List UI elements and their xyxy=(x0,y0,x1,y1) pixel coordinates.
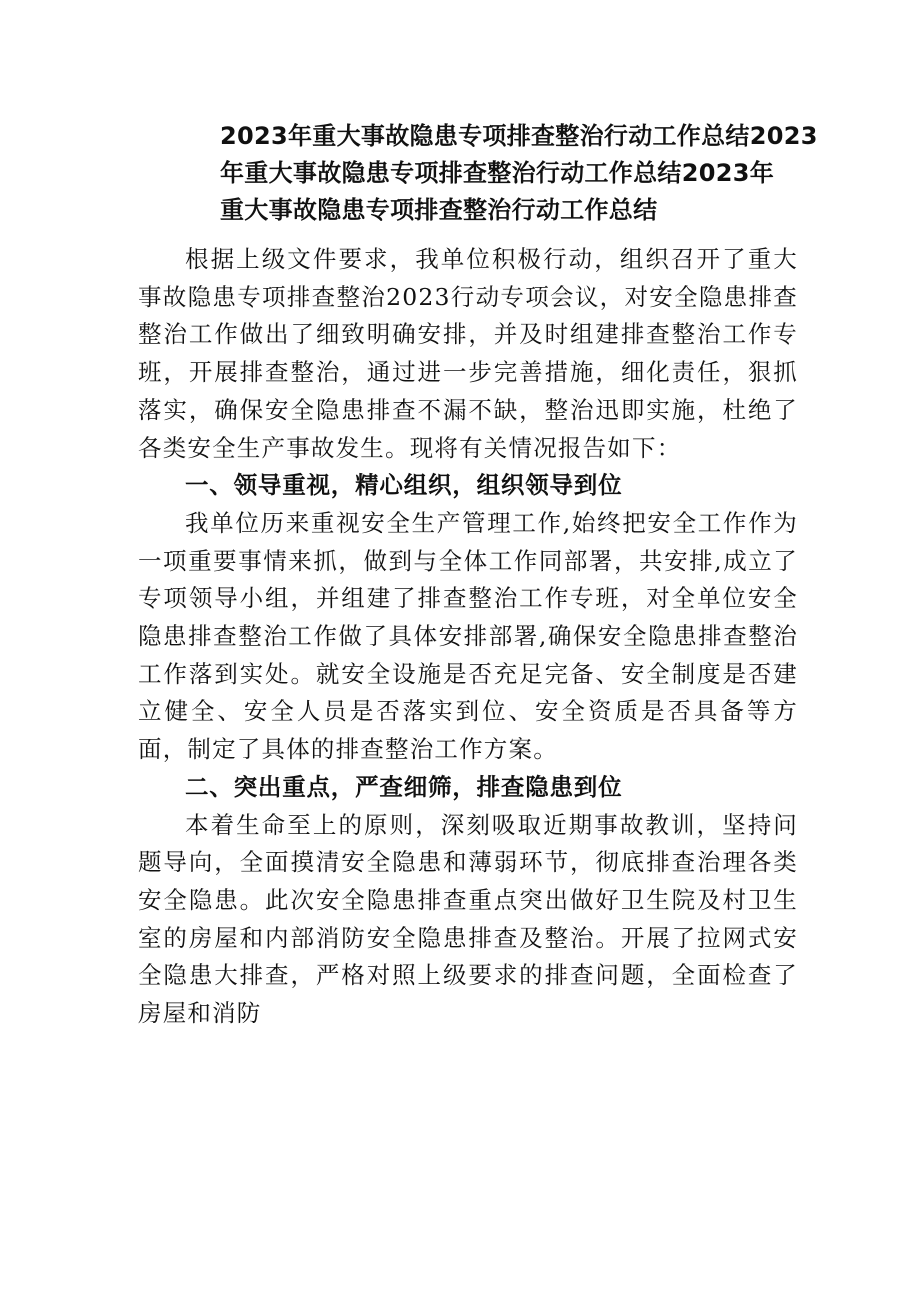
document-body xyxy=(138,118,818,1033)
section-2-paragraph: 本着生命至上的原则，深刻吸取近期事故教训，坚持问题导向，全面摸清安全隐患和薄弱环节，彻底排查治理各类安全隐患。此次安全隐患排查重点突出做好卫生院及村卫生室的房屋和内部消防安全隐患排查及整治。开展了拉网式安全隐患大排查，严格对照上级要求的排查问题，全面检查了房屋和消防 xyxy=(138,810,798,1028)
document-title xyxy=(138,118,818,229)
title-line: 重大事故隐患专项排查整治行动工作总结 xyxy=(220,196,658,224)
title-spacer xyxy=(138,229,798,241)
section-2-heading: 二、突出重点，严查细筛，排查隐患到位 xyxy=(185,772,623,801)
title-line: 年重大事故隐患专项排查整治行动工作总结2023年 xyxy=(220,159,774,187)
section-1-heading: 一、领导重视，精心组织，组织领导到位 xyxy=(185,471,623,500)
intro-paragraph: 根据上级文件要求，我单位积极行动，组织召开了重大事故隐患专项排查整治2023行动专项会议，对安全隐患排查整治工作做出了细致明确安排，并及时组建排查整治工作专班，开展排查整治，通过进一步完善措施，细化责任，狠抓落实，确保安全隐患排查不漏不缺，整治迅即实施，杜绝了各类安全生产事故发生。现将有关情况报告如下： xyxy=(138,245,798,462)
section-1-paragraph: 我单位历来重视安全生产管理工作,始终把安全工作作为一项重要事情来抓，做到与全体工作同部署，共安排,成立了专项领导小组，并组建了排查整治工作专班，对全单位安全隐患排查整治工作做了具体安排部署,确保安全隐患排查整治工作落到实处。就安全设施是否充足完备、安全制度是否建立健全、安全人员是否落实到位、安全资质是否具备等方面，制定了具体的排查整治工作方案。 xyxy=(138,508,798,764)
title-line: 2023年重大事故隐患专项排查整治行动工作总结2023 xyxy=(220,122,818,150)
